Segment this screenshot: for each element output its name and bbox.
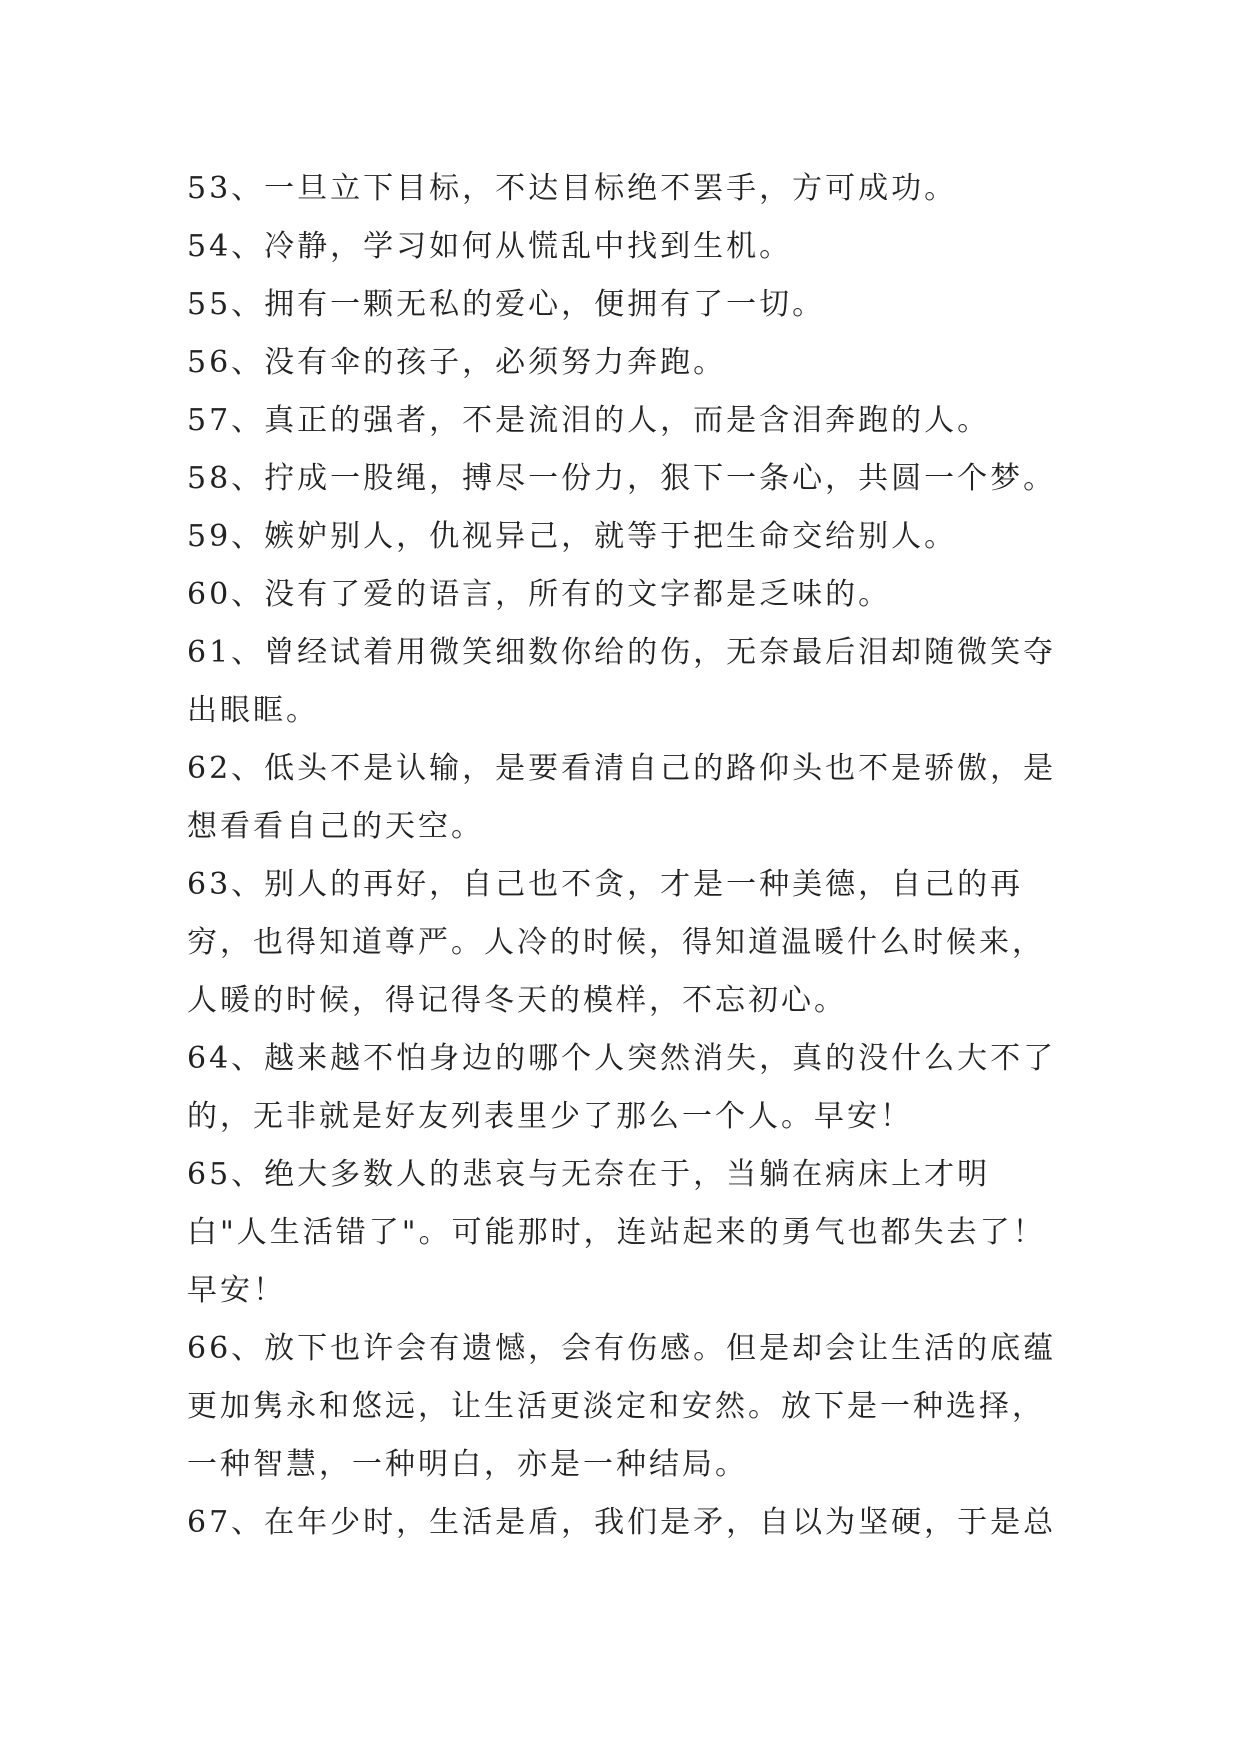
paragraph-62: 62、低头不是认输，是要看清自己的路仰头也不是骄傲，是想看看自己的天空。 (187, 751, 1057, 844)
paragraph-66: 66、放下也许会有遗憾，会有伤感。但是却会让生活的底蕴更加隽永和悠远，让生活更淡定和安然。放下是一种选择，一种智慧，一种明白，亦是一种结局。 (187, 1331, 1057, 1482)
paragraph-60: 60、没有了爱的语言，所有的文字都是乏味的。 (187, 577, 892, 612)
paragraph-55: 55、拥有一颗无私的爱心，便拥有了一切。 (187, 287, 826, 322)
paragraph-54: 54、冷静，学习如何从慌乱中找到生机。 (187, 229, 793, 264)
paragraph-59: 59、嫉妒别人，仇视异己，就等于把生命交给别人。 (187, 519, 958, 554)
paragraph-61: 61、曾经试着用微笑细数你给的伤，无奈最后泪却随微笑夺出眼眶。 (187, 635, 1057, 728)
paragraph-58: 58、拧成一股绳，搏尽一份力，狠下一条心，共圆一个梦。 (187, 461, 1057, 496)
document-body (187, 160, 1067, 1552)
paragraph-63: 63、别人的再好，自己也不贪，才是一种美德，自己的再穷，也得知道尊严。人冷的时候，得知道温暖什么时候来，人暖的时候，得记得冬天的模样，不忘初心。 (187, 867, 1045, 1018)
paragraph-67: 67、在年少时，生活是盾，我们是矛，自以为坚硬，于是总 (187, 1505, 1057, 1540)
paragraph-53: 53、一旦立下目标，不达目标绝不罢手，方可成功。 (187, 171, 958, 206)
paragraph-57: 57、真正的强者，不是流泪的人，而是含泪奔跑的人。 (187, 403, 991, 438)
paragraph-64: 64、越来越不怕身边的哪个人突然消失，真的没什么大不了的，无非就是好友列表里少了那么一个人。早安！ (187, 1041, 1057, 1134)
paragraph-56: 56、没有伞的孩子，必须努力奔跑。 (187, 345, 727, 380)
paragraph-65: 65、绝大多数人的悲哀与无奈在于，当躺在病床上才明白"人生活错了"。可能那时，连站起来的勇气也都失去了！早安！ (187, 1157, 1046, 1308)
